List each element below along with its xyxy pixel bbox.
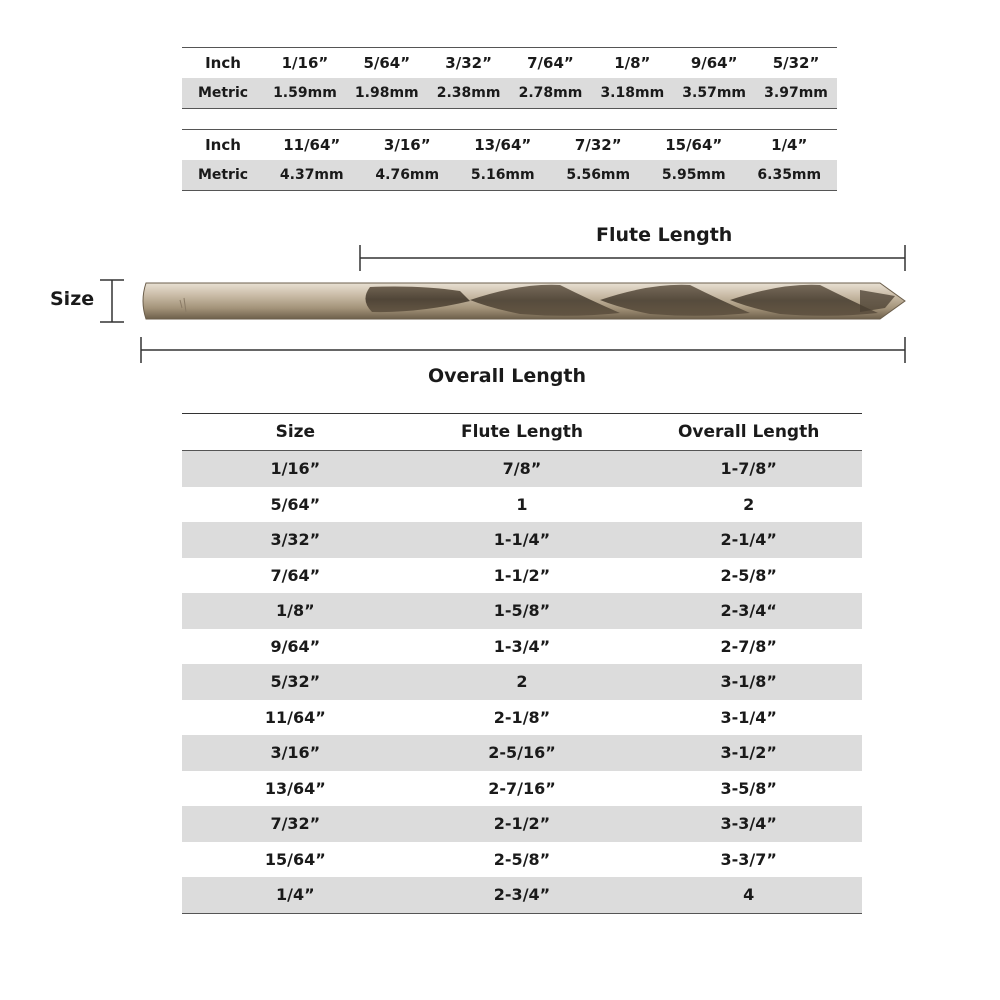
inch-row — [182, 48, 837, 79]
table-row — [182, 664, 862, 700]
inch-cell: 5/32” — [755, 48, 837, 79]
metric-cell: 3.57mm — [673, 78, 755, 109]
size-cell: 7/64” — [270, 565, 321, 585]
overall-cell: 3-1/2” — [635, 735, 862, 771]
overall-cell: 2-7/8” — [720, 636, 777, 656]
table-row — [182, 877, 862, 913]
flute-cell: 7/8” — [409, 451, 636, 487]
size-column-header: Size — [182, 414, 409, 451]
size-cell: 3/32” — [182, 522, 409, 558]
flute-cell: 1-3/4” — [493, 636, 551, 656]
metric-row — [182, 160, 837, 191]
metric-cell: 3.97mm — [755, 78, 837, 109]
inch-row — [182, 130, 837, 161]
metric-header: Metric — [182, 78, 264, 109]
table-row — [182, 451, 862, 487]
size-conversion-table-2 — [182, 129, 837, 191]
overall-cell: 3-1/8” — [635, 664, 862, 700]
metric-cell: 1.98mm — [346, 78, 428, 109]
metric-cell: 3.18mm — [591, 78, 673, 109]
flute-length-dimension — [360, 245, 905, 271]
metric-cell: 5.16mm — [455, 160, 551, 191]
overall-cell: 2 — [743, 494, 755, 514]
metric-header: Metric — [182, 160, 264, 191]
size-cell: 3/16” — [182, 735, 409, 771]
inch-cell: 7/32” — [551, 130, 647, 161]
metric-cell: 2.78mm — [510, 78, 592, 109]
size-conversion-table-1 — [182, 47, 837, 109]
flute-cell: 2 — [409, 664, 636, 700]
inch-cell: 1/16” — [264, 48, 346, 79]
overall-cell: 1-7/8” — [635, 451, 862, 487]
table-row — [182, 593, 862, 629]
metric-cell: 4.37mm — [264, 160, 360, 191]
size-cell: 1/8” — [182, 593, 409, 629]
flute-cell: 2-5/16” — [409, 735, 636, 771]
size-cell: 7/32” — [182, 806, 409, 842]
flute-cell: 2-1/8” — [493, 707, 551, 727]
table-row — [182, 771, 862, 807]
metric-cell: 2.38mm — [428, 78, 510, 109]
inch-cell: 9/64” — [673, 48, 755, 79]
metric-cell: 5.56mm — [551, 160, 647, 191]
overall-cell: 2-1/4” — [635, 522, 862, 558]
size-dimension — [100, 280, 124, 322]
flute-cell: 2-5/8” — [493, 849, 551, 869]
drill-bit-diagram — [0, 230, 1000, 370]
metric-cell: 6.35mm — [742, 160, 838, 191]
table-row — [182, 842, 862, 878]
inch-cell: 1/8” — [591, 48, 673, 79]
flute-cell: 1-1/4” — [409, 522, 636, 558]
inch-header: Inch — [182, 48, 264, 79]
overall-cell: 3-5/8” — [720, 778, 777, 798]
size-cell: 9/64” — [270, 636, 321, 656]
size-cell: 15/64” — [264, 849, 326, 869]
flute-cell: 1 — [516, 494, 528, 514]
flute-cell: 2-3/4” — [409, 877, 636, 913]
size-cell: 5/64” — [270, 494, 321, 514]
overall-length-dimension — [141, 337, 905, 363]
size-label: Size — [50, 288, 95, 310]
size-cell: 13/64” — [264, 778, 326, 798]
flute-cell: 2-1/2” — [409, 806, 636, 842]
inch-cell: 15/64” — [646, 130, 742, 161]
inch-cell: 13/64” — [455, 130, 551, 161]
inch-cell: 11/64” — [264, 130, 360, 161]
inch-cell: 3/16” — [360, 130, 456, 161]
inch-cell: 1/4” — [742, 130, 838, 161]
inch-header: Inch — [182, 130, 264, 161]
flute-length-label: Flute Length — [596, 224, 733, 246]
table-row — [182, 629, 862, 665]
table-row — [182, 700, 862, 736]
table-row — [182, 735, 862, 771]
overall-cell: 3-3/4” — [635, 806, 862, 842]
table-row — [182, 522, 862, 558]
overall-cell: 2-5/8” — [720, 565, 777, 585]
overall-cell: 2-3/4“ — [635, 593, 862, 629]
overall-cell: 4 — [635, 877, 862, 913]
overall-cell: 3-1/4” — [720, 707, 777, 727]
flute-cell: 1-1/2” — [493, 565, 551, 585]
drill-spec-table — [182, 413, 862, 914]
overall-length-label: Overall Length — [428, 365, 586, 387]
flute-cell: 2-7/16” — [488, 778, 556, 798]
size-cell: 11/64” — [264, 707, 326, 727]
size-cell: 1/16” — [182, 451, 409, 487]
table-row — [182, 487, 862, 523]
flute-cell: 1-5/8” — [409, 593, 636, 629]
metric-cell: 4.76mm — [360, 160, 456, 191]
table-row — [182, 558, 862, 594]
spec-header-row — [182, 414, 862, 451]
inch-cell: 3/32” — [428, 48, 510, 79]
table-row — [182, 806, 862, 842]
metric-row — [182, 78, 837, 109]
overall-cell: 3-3/7” — [720, 849, 777, 869]
size-cell: 5/32” — [182, 664, 409, 700]
drill-bit-icon — [143, 283, 905, 319]
inch-cell: 5/64” — [346, 48, 428, 79]
metric-cell: 1.59mm — [264, 78, 346, 109]
metric-cell: 5.95mm — [646, 160, 742, 191]
size-cell: 1/4” — [182, 877, 409, 913]
flute-column-header: Flute Length — [409, 414, 636, 451]
inch-cell: 7/64” — [510, 48, 592, 79]
overall-column-header: Overall Length — [635, 414, 862, 451]
